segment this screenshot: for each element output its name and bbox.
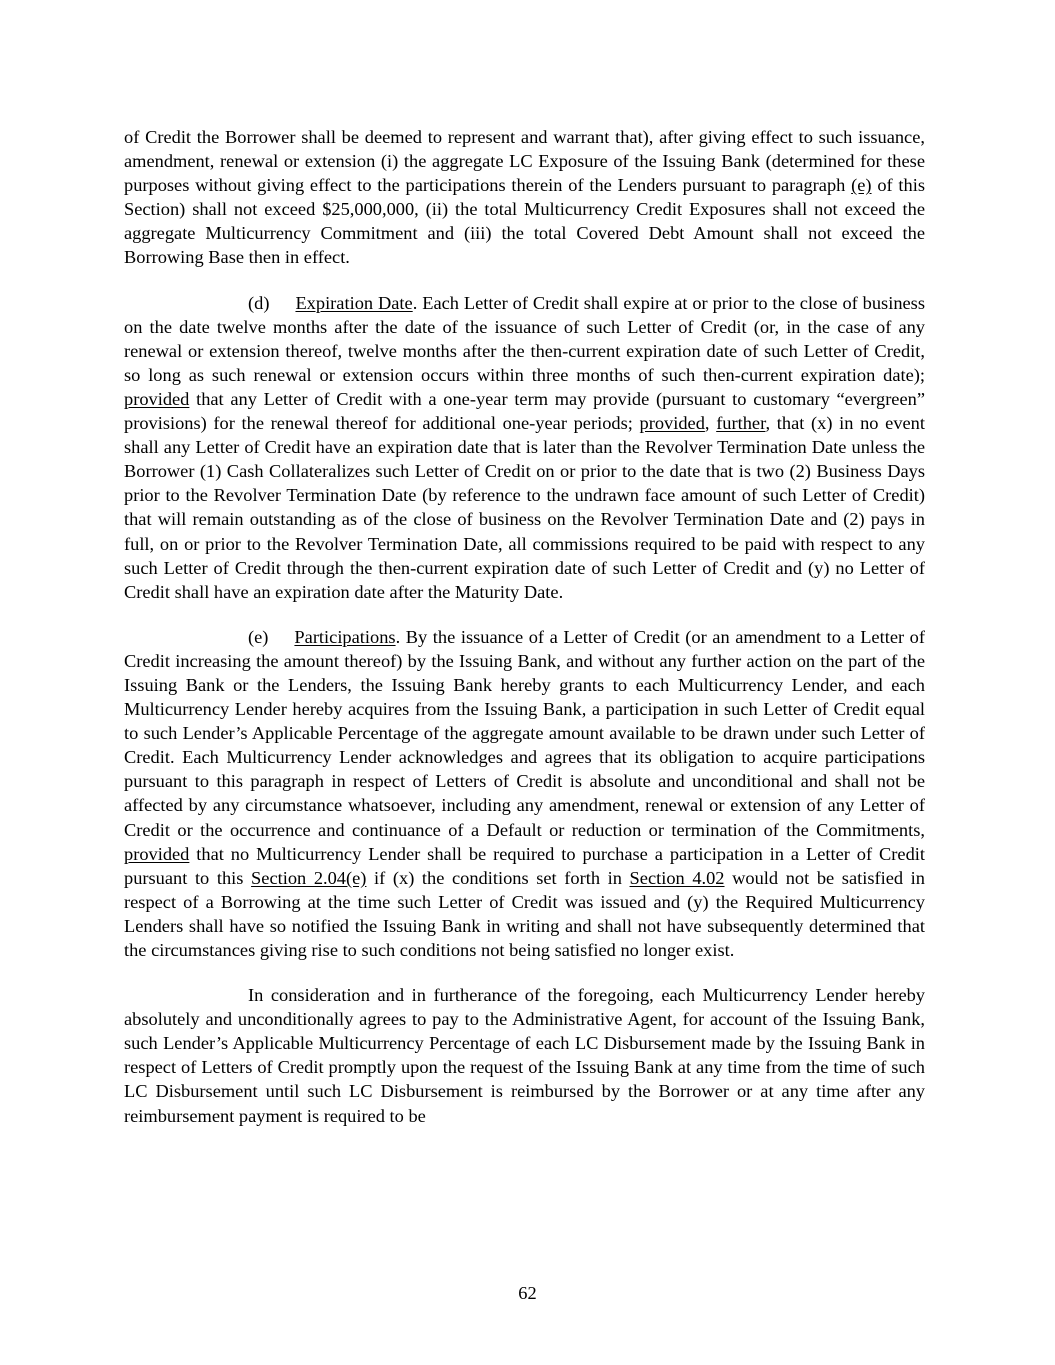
clause-heading-participations: Participations <box>294 626 396 647</box>
provided-term: provided <box>124 388 190 409</box>
clause-label-e: (e) <box>248 626 269 647</box>
section-reference-2-04-e: Section 2.04(e) <box>251 867 367 888</box>
paragraph-expiration-date: (d) Expiration Date. Each Letter of Credit shall expire at or prior to the close of business on the date twelve months after the date of the issuance of such Letter of Credit (or, in the case of any renewal or extension thereof, twelve months after the then-current expiration date of such Letter of Credit, so long as such renewal or extension occurs within three months of such then-current expiration date); provided that any Letter of Credit with a one-year term may provide (pursuant to customary “evergreen” provisions) for the renewal thereof for additional one-year periods; provided, further, that (x) in no event shall any Letter of Credit have an expiration date that is later than the Revolver Termination Date unless the Borrower (1) Cash Collateralizes such Letter of Credit on or prior to the date that is two (2) Business Days prior to the Revolver Termination Date (by reference to the undrawn face amount of such Letter of Credit) that will remain outstanding as of the close of business on the Revolver Termination Date and (2) pays in full, on or prior to the Revolver Termination Date, all commissions required to be paid with respect to any such Letter of Credit through the then-current expiration date of such Letter of Credit and (y) no Letter of Credit shall have an expiration date after the Maturity Date. <box>124 292 925 602</box>
page-number: 62 <box>518 1283 537 1303</box>
clause-label-d: (d) <box>248 292 270 313</box>
document-page <box>124 125 925 1149</box>
section-reference-4-02: Section 4.02 <box>629 867 725 888</box>
further-term: further <box>716 413 766 434</box>
provided-term: provided <box>639 413 705 434</box>
paragraph-continuation: of Credit the Borrower shall be deemed to represent and warrant that), after giving effect to such issuance, amendment, renewal or extension (i) the aggregate LC Exposure of the Issuing Bank (determined for these purposes without giving effect to the participations therein of the Lenders pursuant to paragraph (e) of this Section) shall not exceed $25,000,000, (ii) the total Multicurrency Credit Exposures shall not exceed the aggregate Multicurrency Commitment and (iii) the total Covered Debt Amount shall not exceed the Borrowing Base then in effect. <box>124 127 925 268</box>
clause-heading-expiration-date: Expiration Date <box>295 292 413 313</box>
paragraph-participations: (e) Participations. By the issuance of a Letter of Credit (or an amendment to a Letter of Credit increasing the amount thereof) by the Issuing Bank, and without any further action on the part of the Issuing Bank or the Lenders, the Issuing Bank hereby grants to each Multicurrency Lender, and each Multicurrency Lender hereby acquires from the Issuing Bank, a participation in such Letter of Credit equal to such Lender’s Applicable Percentage of the aggregate amount available to be drawn under such Letter of Credit. Each Multicurrency Lender acknowledges and agrees that its obligation to acquire participations pursuant to this paragraph in respect of Letters of Credit is absolute and unconditional and shall not be affected by any circumstance whatsoever, including any amendment, renewal or extension of any Letter of Credit or the occurrence and continuance of a Default or reduction or termination of the Commitments, provided that no Multicurrency Lender shall be required to purchase a participation in a Letter of Credit pursuant to this Section 2.04(e) if (x) the conditions set forth in Section 4.02 would not be satisfied in respect of a Borrowing at the time such Letter of Credit was issued and (y) the Required Multicurrency Lenders shall have so notified the Issuing Bank in writing and shall not have subsequently determined that the circumstances giving rise to such conditions not being satisfied no longer exist. <box>124 626 925 960</box>
paragraph-consideration: In consideration and in furtherance of the foregoing, each Multicurrency Lender hereby absolutely and unconditionally agrees to pay to the Administrative Agent, for account of the Issuing Bank, such Lender’s Applicable Multicurrency Percentage of each LC Disbursement made by the Issuing Bank in respect of Letters of Credit promptly upon the request of the Issuing Bank at any time from the time of such LC Disbursement until such LC Disbursement is reimbursed by the Borrower or at any time after any reimbursement payment is required to be <box>124 985 925 1126</box>
provided-term: provided <box>124 843 190 864</box>
paragraph-e-reference: (e) <box>851 175 872 196</box>
